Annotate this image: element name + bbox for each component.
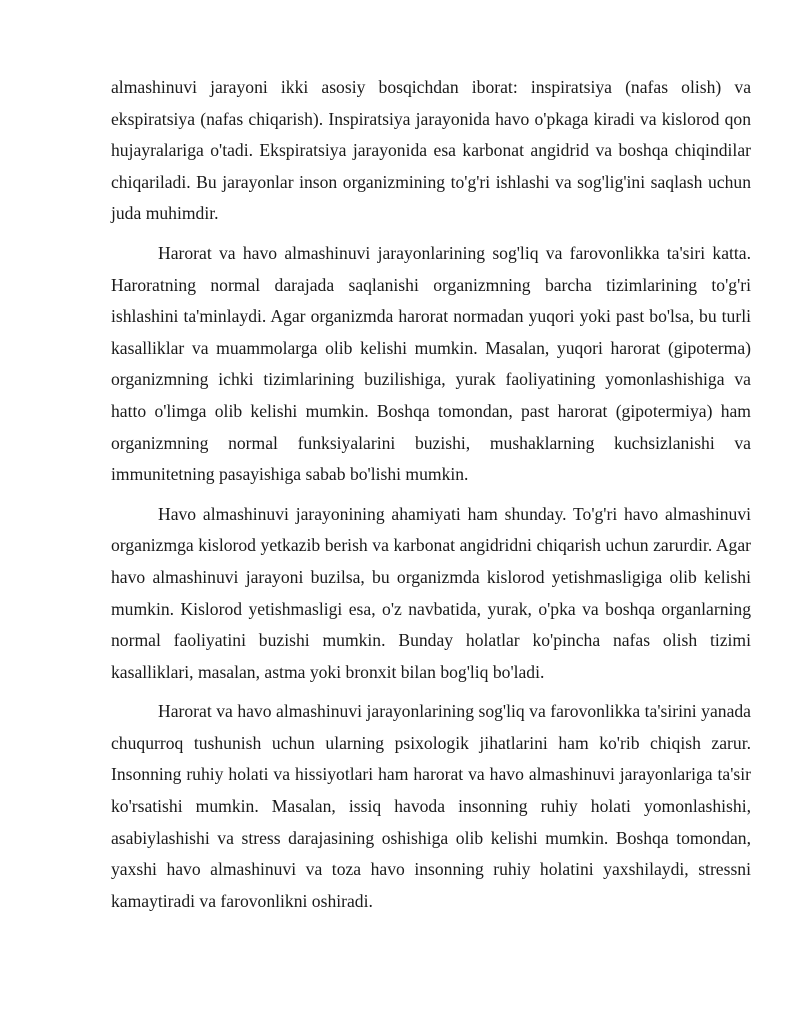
paragraph-psychological-aspects: Harorat va havo almashinuvi jarayonlarining sog'liq va farovonlikka ta'sirini yanada chuqurroq tushunish uchun ularning psixologik jihatlarini ham ko'rib chiqish zarur. Insonning ruhiy holati va hissiyotlari ham harorat va havo almashinuvi jarayonlariga ta'sir ko'rsatishi mumkin. Masalan, issiq havoda insonning ruhiy holati yomonlashishi, asabiylashishi va stress darajasining oshishiga olib kelishi mumkin. Boshqa tomondan, yaxshi havo almashinuvi va toza havo insonning ruhiy holatini yaxshilaydi, stressni kamaytiradi va farovonlikni oshiradi. [111,701,751,911]
paragraph-continuation: almashinuvi jarayoni ikki asosiy bosqichdan iborat: inspiratsiya (nafas olish) va ekspiratsiya (nafas chiqarish). Inspiratsiya jarayonida havo o'pkaga kiradi va kislorod qon hujayralariga o'tadi. Ekspiratsiya jarayonida esa karbonat angidrid va boshqa chiqindilar chiqariladi. Bu jarayonlar inson organizmining to'g'ri ishlashi va sog'lig'ini saqlash uchun juda muhimdir. [111,77,751,224]
document-body [111,72,751,925]
paragraph-air-exchange: Havo almashinuvi jarayonining ahamiyati ham shunday. To'g'ri havo almashinuvi organizmga kislorod yetkazib berish va karbonat angidridni chiqarish uchun zarurdir. Agar havo almashinuvi jarayoni buzilsa, bu organizmda kislorod yetishmasligiga olib kelishi mumkin. Kislorod yetishmasligi esa, o'z navbatida, yurak, o'pka va boshqa organlarning normal faoliyatini buzishi mumkin. Bunday holatlar ko'pincha nafas olish tizimi kasalliklari, masalan, astma yoki bronxit bilan bog'liq bo'ladi. [111,503,751,682]
paragraph-temperature-effects: Harorat va havo almashinuvi jarayonlarining sog'liq va farovonlikka ta'siri katta. Haroratning normal darajada saqlanishi organizmning barcha tizimlarining to'g'ri ishlashini ta'minlaydi. Agar organizmda harorat normadan yuqori yoki past bo'lsa, bu turli kasalliklar va muammolarga olib kelishi mumkin. Masalan, yuqori harorat (gipoterma) organizmning ichki tizimlarining buzilishiga, yurak faoliyatining yomonlashishiga va hatto o'limga olib kelishi mumkin. Boshqa tomondan, past harorat (gipotermiya) ham organizmning normal funksiyalarini buzishi, mushaklarning kuchsizlanishi va immunitetning pasayishiga sabab bo'lishi mumkin. [111,242,751,485]
